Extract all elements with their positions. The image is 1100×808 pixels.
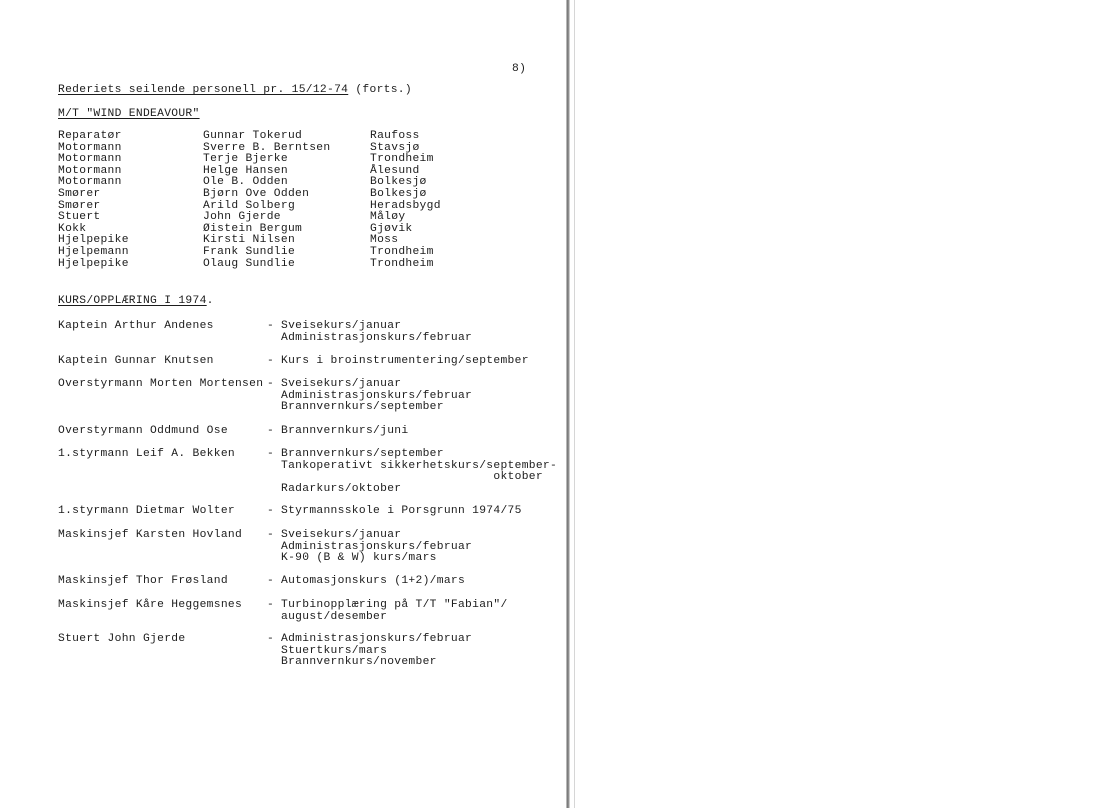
crew-name: Ole B. Odden xyxy=(203,176,288,189)
crew-home: Moss xyxy=(370,234,399,247)
crew-home: Trondheim xyxy=(370,257,434,270)
crew-position: Motormann xyxy=(58,176,122,189)
crew-home: Gjøvik xyxy=(370,222,413,235)
crew-name: Helge Hansen xyxy=(203,164,288,177)
course-item: Brannvernkurs/juni xyxy=(281,425,409,437)
document-heading-suffix: (forts.) xyxy=(348,84,412,96)
course-item: Brannvernkurs/november xyxy=(281,656,437,669)
crew-name: Terje Bjerke xyxy=(203,153,288,166)
course-item: Stuertkurs/mars xyxy=(281,644,388,657)
course-items xyxy=(281,449,557,495)
crew-position: Smører xyxy=(58,187,101,200)
crew-position: Smører xyxy=(58,199,101,212)
page-fold-edge xyxy=(574,0,575,808)
course-items xyxy=(281,426,408,438)
course-item: Administrasjonskurs/februar xyxy=(281,540,473,553)
course-dash: - xyxy=(267,599,275,611)
course-item: Turbinopplæring på T/T "Fabian"/ xyxy=(281,599,508,611)
document-heading xyxy=(58,85,412,97)
course-person: Stuert John Gjerde xyxy=(58,633,186,645)
course-person: Maskinsjef Kåre Heggemsnes xyxy=(58,599,243,611)
course-item: Styrmannsskole i Porsgrunn 1974/75 xyxy=(281,505,522,517)
course-items xyxy=(281,321,472,344)
courses-heading xyxy=(58,296,214,308)
course-dash: - xyxy=(267,448,275,460)
crew-home: Stavsjø xyxy=(370,141,420,154)
crew-name: John Gjerde xyxy=(203,211,281,224)
crew-position-column xyxy=(58,131,129,270)
crew-name: Sverre B. Berntsen xyxy=(203,141,331,154)
course-person: Overstyrmann Oddmund Ose xyxy=(58,425,228,437)
crew-home: Måløy xyxy=(370,211,406,224)
course-dash: - xyxy=(267,505,275,517)
crew-position: Motormann xyxy=(58,164,122,177)
course-person: Maskinsjef Thor Frøsland xyxy=(58,575,228,587)
crew-position: Motormann xyxy=(58,141,122,154)
course-items xyxy=(281,634,472,669)
course-dash: - xyxy=(267,575,275,587)
course-items xyxy=(281,530,472,565)
course-item: Brannvernkurs/september xyxy=(281,448,444,460)
course-item: Automasjonskurs (1+2)/mars xyxy=(281,575,466,587)
crew-name-column xyxy=(203,131,330,270)
document-heading-main: Rederiets seilende personell pr. 15/12-74 xyxy=(58,84,349,96)
course-items xyxy=(281,600,508,623)
course-person: Maskinsjef Karsten Hovland xyxy=(58,529,243,541)
course-item: K-90 (B & W) kurs/mars xyxy=(281,552,437,565)
crew-position: Reparatør xyxy=(58,130,122,142)
crew-position: Hjelpemann xyxy=(58,245,129,258)
crew-position: Motormann xyxy=(58,153,122,166)
course-item: Brannvernkurs/september xyxy=(281,401,444,414)
course-item: Sveisekurs/januar xyxy=(281,378,402,390)
page-number: 8) xyxy=(512,63,527,75)
course-items xyxy=(281,379,472,414)
crew-home: Trondheim xyxy=(370,245,434,258)
course-item: Sveisekurs/januar xyxy=(281,529,402,541)
page-fold-shadow xyxy=(566,0,570,808)
crew-home: Ålesund xyxy=(370,164,420,177)
course-dash: - xyxy=(267,633,275,645)
crew-home: Heradsbygd xyxy=(370,199,441,212)
courses-heading-period: . xyxy=(206,295,214,307)
crew-position: Stuert xyxy=(58,211,101,224)
courses-heading-text: KURS/OPPLÆRING I 1974 xyxy=(58,295,207,307)
course-person: 1.styrmann Leif A. Bekken xyxy=(58,448,235,460)
crew-name: Arild Solberg xyxy=(203,199,296,212)
ship-title: M/T "WIND ENDEAVOUR" xyxy=(58,108,200,120)
crew-home: Raufoss xyxy=(370,130,420,142)
course-person: 1.styrmann Dietmar Wolter xyxy=(58,505,235,517)
crew-home: Bolkesjø xyxy=(370,176,427,189)
course-item: Administrasjonskurs/februar xyxy=(281,633,473,645)
course-dash: - xyxy=(267,425,275,437)
course-items xyxy=(281,576,465,588)
crew-home: Trondheim xyxy=(370,153,434,166)
crew-name: Øistein Bergum xyxy=(203,222,303,235)
course-item: Administrasjonskurs/februar xyxy=(281,389,473,402)
course-items xyxy=(281,356,529,368)
course-item: Tankoperativt sikkerhetskurs/september- xyxy=(281,459,558,472)
crew-name: Kirsti Nilsen xyxy=(203,234,296,247)
course-item: oktober xyxy=(281,471,543,484)
course-dash: - xyxy=(267,378,275,390)
crew-position: Kokk xyxy=(58,222,87,235)
course-dash: - xyxy=(267,355,275,367)
course-item: Sveisekurs/januar xyxy=(281,320,402,332)
crew-position: Hjelpepike xyxy=(58,234,129,247)
crew-home: Bolkesjø xyxy=(370,187,427,200)
course-person: Overstyrmann Morten Mortensen xyxy=(58,378,264,390)
course-person: Kaptein Arthur Andenes xyxy=(58,320,214,332)
crew-home-column xyxy=(370,131,441,270)
course-items xyxy=(281,506,522,518)
course-item: august/desember xyxy=(281,610,388,623)
crew-name: Bjørn Ove Odden xyxy=(203,187,310,200)
course-item: Radarkurs/oktober xyxy=(281,482,402,495)
crew-name: Frank Sundlie xyxy=(203,245,296,258)
crew-position: Hjelpepike xyxy=(58,257,129,270)
crew-name: Olaug Sundlie xyxy=(203,257,296,270)
course-item: Administrasjonskurs/februar xyxy=(281,331,473,344)
course-item: Kurs i broinstrumentering/september xyxy=(281,355,529,367)
course-dash: - xyxy=(267,529,275,541)
course-dash: - xyxy=(267,320,275,332)
crew-name: Gunnar Tokerud xyxy=(203,130,303,142)
course-person: Kaptein Gunnar Knutsen xyxy=(58,355,214,367)
